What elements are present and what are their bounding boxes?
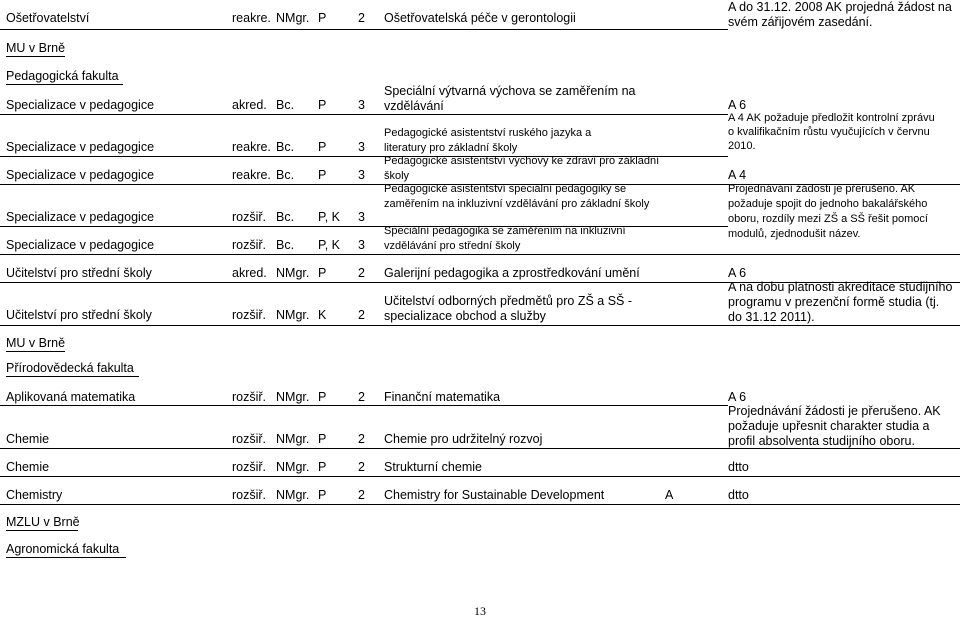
field-cell: Ošetřovatelství (6, 11, 90, 25)
row-divider (0, 325, 960, 326)
degree-cell: Bc. (276, 140, 295, 154)
field-cell: Specializace v pedagogice (6, 98, 155, 112)
result-cell: A 6 (728, 98, 747, 112)
note-cell: Projednávání žádosti je přerušeno. AK požaduje upřesnit charakter studia a profil absolventa studijního oboru. (728, 404, 941, 448)
program-cell: Chemie pro udržitelný rozvoj (384, 432, 543, 446)
type-cell: rozšiř. (232, 390, 267, 404)
years-cell: 2 (358, 266, 365, 280)
note-cell: A na dobu platnosti akreditace studijního programu v prezenční formě studia (tj. do 31.12 2011). (728, 280, 953, 324)
result-cell: A 6 (728, 266, 747, 280)
form-cell: P, K (318, 238, 341, 252)
years-cell: 2 (358, 460, 365, 474)
note-cell: A 4 AK požaduje předložit kontrolní zprávu o kvalifikačním růstu vyučujících v červnu 2010. (728, 112, 935, 152)
field-cell: Specializace v pedagogice (6, 238, 155, 252)
degree-cell: NMgr. (276, 11, 310, 25)
page-number: 13 (474, 604, 486, 618)
university-heading: MU v Brně (6, 336, 66, 350)
row-divider (0, 29, 728, 30)
type-cell: rozšiř. (232, 432, 267, 446)
row-divider (0, 476, 960, 477)
field-cell: Chemistry (6, 488, 63, 502)
years-cell: 2 (358, 488, 365, 502)
degree-cell: NMgr. (276, 460, 310, 474)
result-cell: dtto (728, 488, 749, 502)
heading-underline (6, 530, 78, 531)
program-cell: Pedagogické asistentství speciální pedagogiky se zaměřením na inkluzivní vzdělávání pro základní školy (384, 183, 650, 210)
program-cell: Pedagogické asistentství ruského jazyka a literatury pro základní školy (384, 127, 592, 154)
form-cell: P (318, 460, 327, 474)
program-cell: Chemistry for Sustainable Development (384, 488, 605, 502)
university-heading: MZLU v Brně (6, 515, 80, 529)
years-cell: 3 (358, 98, 365, 112)
form-cell: P (318, 140, 327, 154)
degree-cell: NMgr. (276, 266, 310, 280)
years-cell: 2 (358, 308, 365, 322)
field-cell: Učitelství pro střední školy (6, 308, 152, 322)
heading-underline (6, 56, 65, 57)
field-cell: Chemie (6, 432, 50, 446)
form-cell: P (318, 168, 327, 182)
years-cell: 3 (358, 210, 365, 224)
result-cell: A do 31.12. 2008 AK projedná žádost na svém zářijovém zasedání. (728, 0, 952, 29)
faculty-heading: Přírodovědecká fakulta (6, 361, 134, 375)
field-cell: Aplikovaná matematika (6, 390, 136, 404)
years-cell: 2 (358, 390, 365, 404)
mark-cell: A (665, 488, 674, 502)
program-cell: Strukturní chemie (384, 460, 482, 474)
heading-underline (6, 557, 126, 558)
years-cell: 3 (358, 238, 365, 252)
degree-cell: NMgr. (276, 488, 310, 502)
form-cell: P (318, 98, 327, 112)
heading-underline (6, 84, 123, 85)
form-cell: P (318, 390, 327, 404)
faculty-heading: Pedagogická fakulta (6, 69, 119, 83)
type-cell: akred. (232, 98, 267, 112)
type-cell: rozšiř. (232, 460, 267, 474)
program-cell: Speciální výtvarná výchova se zaměřením na vzdělávání (384, 84, 636, 113)
form-cell: P (318, 266, 327, 280)
note-cell: Projednávání žádosti je přerušeno. AK požaduje spojit do jednoho bakalářského oboru, rozdíly mezi ZŠ a SŠ řešit pomocí modulů, zjednodušit název. (728, 183, 928, 240)
university-heading: MU v Brně (6, 41, 66, 55)
result-cell: dtto (728, 460, 749, 474)
degree-cell: Bc. (276, 98, 295, 112)
type-cell: rozšiř. (232, 308, 267, 322)
form-cell: K (318, 308, 327, 322)
type-cell: reakre. (232, 11, 271, 25)
type-cell: reakre. (232, 140, 271, 154)
result-cell: A 4 (728, 168, 747, 182)
row-divider (0, 448, 960, 449)
years-cell: 2 (358, 432, 365, 446)
field-cell: Chemie (6, 460, 50, 474)
program-cell: Galerijní pedagogika a zprostředkování umění (384, 266, 640, 280)
years-cell: 3 (358, 140, 365, 154)
form-cell: P (318, 488, 327, 502)
field-cell: Specializace v pedagogice (6, 140, 155, 154)
type-cell: rozšiř. (232, 488, 267, 502)
field-cell: Specializace v pedagogice (6, 168, 155, 182)
field-cell: Specializace v pedagogice (6, 210, 155, 224)
row-divider (0, 114, 728, 115)
form-cell: P, K (318, 210, 341, 224)
heading-underline (6, 376, 139, 377)
degree-cell: NMgr. (276, 308, 310, 322)
type-cell: akred. (232, 266, 267, 280)
row-divider (0, 405, 728, 406)
years-cell: 2 (358, 11, 365, 25)
program-cell: Finanční matematika (384, 390, 501, 404)
result-cell: A 6 (728, 390, 747, 404)
years-cell: 3 (358, 168, 365, 182)
program-cell: Učitelství odborných předmětů pro ZŠ a SŠ - specializace obchod a služby (384, 294, 633, 323)
type-cell: reakre. (232, 168, 271, 182)
degree-cell: Bc. (276, 210, 295, 224)
row-divider (0, 254, 960, 255)
faculty-heading: Agronomická fakulta (6, 542, 120, 556)
degree-cell: Bc. (276, 238, 295, 252)
program-cell: Ošetřovatelská péče v gerontologii (384, 11, 576, 25)
degree-cell: NMgr. (276, 432, 310, 446)
degree-cell: NMgr. (276, 390, 310, 404)
heading-underline (6, 351, 65, 352)
degree-cell: Bc. (276, 168, 295, 182)
form-cell: P (318, 11, 327, 25)
program-cell: Speciální pedagogika se zaměřením na inkluzivní vzdělávání pro střední školy (384, 225, 626, 252)
program-cell: Pedagogické asistentství výchovy ke zdraví pro základní školy (384, 155, 660, 182)
type-cell: rozšiř. (232, 210, 267, 224)
type-cell: rozšiř. (232, 238, 267, 252)
field-cell: Učitelství pro střední školy (6, 266, 152, 280)
row-divider (0, 504, 960, 505)
form-cell: P (318, 432, 327, 446)
